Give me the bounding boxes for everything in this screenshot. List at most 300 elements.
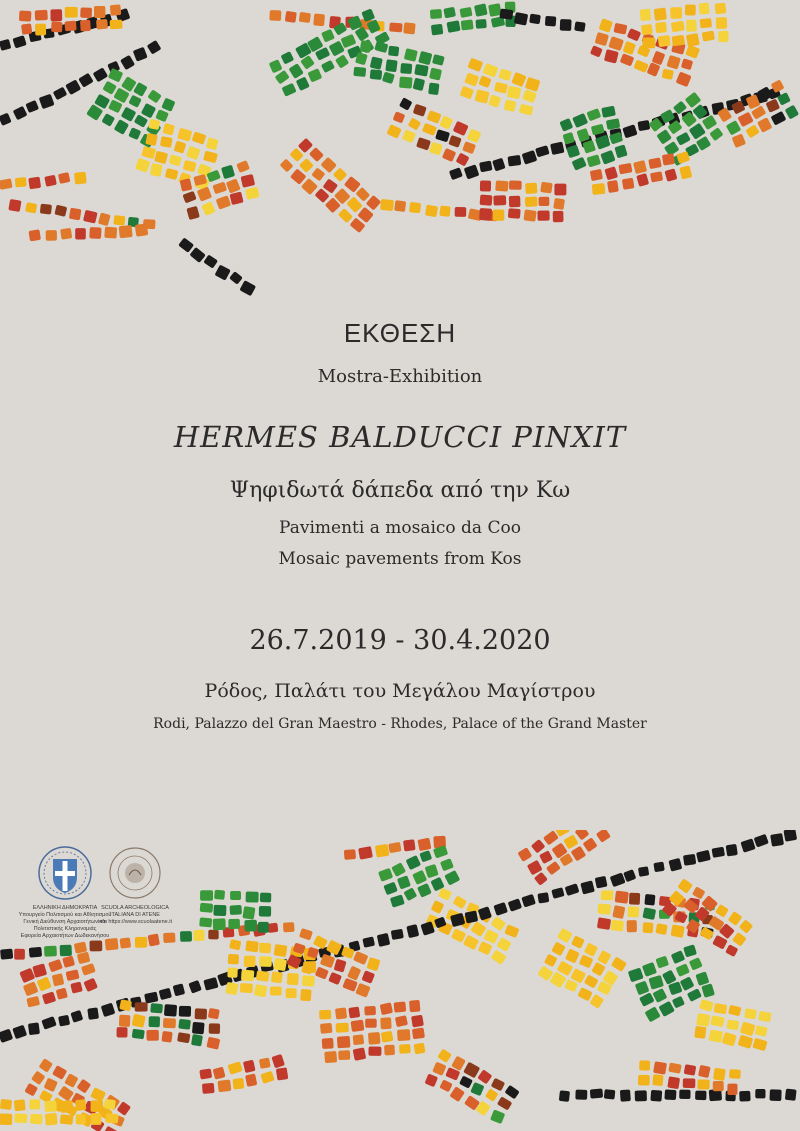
mosaic-tessera	[390, 894, 405, 907]
mosaic-tessera	[417, 838, 431, 852]
mosaic-tessera	[200, 903, 214, 913]
mosaic-tessera	[470, 1082, 484, 1096]
mosaic-tessera	[638, 1075, 650, 1086]
mosaic-tessera	[177, 128, 192, 142]
mosaic-tessera	[565, 948, 580, 963]
mosaic-tessera	[199, 1068, 212, 1079]
mosaic-tessera	[490, 1109, 505, 1124]
mosaic-tessera	[618, 163, 632, 175]
mosaic-tessera	[508, 898, 523, 911]
mosaic-tessera	[453, 121, 469, 136]
mosaic-tessera	[508, 208, 521, 219]
mosaic-tessera	[54, 205, 67, 217]
mosaic-tessera	[19, 968, 35, 983]
mosaic-tessera	[580, 880, 595, 894]
mosaic-tessera	[529, 14, 541, 25]
mosaic-tessera	[592, 183, 606, 195]
mosaic-tessera	[431, 24, 444, 36]
mosaic-tessera	[612, 905, 625, 919]
mosaic-tessera	[300, 989, 311, 1001]
venue-italian-english: Rodi, Palazzo del Gran Maestro - Rhodes, Palace of the Grand Master	[153, 716, 647, 732]
mosaic-tessera	[412, 1028, 425, 1040]
italian-school-line3: info https://www.scuolaatene.it	[98, 919, 172, 925]
mosaic-tessera	[627, 906, 639, 917]
mosaic-tessera	[451, 928, 466, 943]
mosaic-tessera	[686, 33, 700, 47]
mosaic-tessera	[755, 1089, 765, 1098]
mosaic-tessera	[641, 24, 653, 35]
mosaic-tessera	[380, 199, 394, 211]
mosaic-tessera	[389, 22, 403, 32]
mosaic-tessera	[319, 1010, 331, 1020]
mosaic-tessera	[553, 198, 565, 210]
mosaic-tessera	[236, 160, 250, 173]
mosaic-tessera	[633, 160, 647, 174]
mosaic-tessera	[597, 950, 611, 965]
mosaic-tessera	[275, 70, 290, 84]
mosaic-tessera	[579, 954, 594, 968]
mosaic-tessera	[120, 55, 135, 70]
mosaic-tessera	[75, 1099, 86, 1111]
mosaic-tessera	[726, 120, 741, 135]
mosaic-tessera	[299, 12, 311, 23]
mosaic-tessera	[178, 1019, 191, 1030]
mosaic-tessera	[475, 19, 486, 29]
mosaic-tessera	[52, 973, 65, 986]
mosaic-tessera	[146, 1030, 158, 1041]
mosaic-tessera	[178, 237, 194, 252]
mosaic-tessera	[413, 78, 426, 91]
mosaic-tessera	[406, 855, 422, 870]
mosaic-tessera	[81, 963, 96, 976]
mosaic-tessera	[243, 1060, 256, 1073]
mosaic-tessera	[104, 227, 117, 239]
mosaic-tessera	[62, 955, 75, 968]
mosaic-tessera	[202, 1083, 215, 1094]
mosaic-tessera	[683, 944, 697, 957]
mosaic-tessera	[334, 959, 347, 973]
mosaic-tessera	[785, 1089, 797, 1101]
mosaic-tessera	[135, 158, 150, 173]
mosaic-tessera	[0, 39, 11, 51]
mosaic-tessera	[77, 1079, 92, 1094]
mosaic-tessera	[509, 196, 521, 208]
mosaic-tessera	[495, 180, 508, 191]
mosaic-tessera	[377, 933, 391, 947]
mosaic-tessera	[439, 115, 453, 129]
mosaic-tessera	[269, 59, 283, 73]
mosaic-tessera	[658, 1001, 674, 1017]
mosaic-tessera	[695, 1091, 706, 1101]
mosaic-tessera	[132, 1014, 146, 1028]
mosaic-tessera	[351, 1020, 365, 1032]
mosaic-tessera	[606, 118, 620, 130]
mosaic-tessera	[0, 1029, 13, 1043]
mosaic-tessera	[679, 165, 692, 179]
mosaic-tessera	[21, 23, 32, 34]
mosaic-tessera	[60, 228, 72, 240]
mosaic-tessera	[729, 1069, 741, 1079]
mosaic-tessera	[461, 19, 474, 30]
mosaic-tessera	[337, 1036, 351, 1048]
mosaic-tessera	[195, 1008, 207, 1019]
mosaic-top-decoration	[0, 0, 800, 300]
mosaic-tessera	[50, 9, 62, 21]
mosaic-tessera	[270, 986, 282, 995]
mosaic-tessera	[648, 975, 664, 990]
mosaic-tessera	[161, 98, 175, 112]
mosaic-tessera	[214, 890, 225, 900]
mosaic-tessera	[413, 104, 427, 117]
mosaic-tessera	[686, 19, 697, 31]
mosaic-tessera	[525, 77, 541, 92]
mosaic-tessera	[783, 830, 797, 842]
mosaic-tessera	[70, 982, 83, 994]
mosaic-tessera	[658, 35, 671, 47]
mosaic-tessera	[362, 936, 375, 947]
mosaic-tessera	[323, 178, 339, 193]
kicker-translation: Mostra-Exhibition	[317, 366, 483, 387]
mosaic-tessera	[635, 981, 650, 996]
mosaic-tessera	[699, 999, 714, 1012]
mosaic-tessera	[604, 166, 618, 180]
mosaic-tessera	[739, 919, 753, 933]
mosaic-tessera	[191, 1034, 203, 1047]
mosaic-tessera	[399, 76, 413, 88]
mosaic-tessera	[298, 138, 313, 153]
mosaic-tessera	[459, 7, 472, 18]
mosaic-tessera	[365, 1019, 377, 1028]
mosaic-tessera	[25, 202, 37, 213]
mosaic-tessera	[183, 160, 197, 172]
mosaic-tessera	[206, 1037, 220, 1050]
mosaic-tessera	[44, 1101, 56, 1112]
mosaic-tessera	[64, 1073, 78, 1088]
mosaic-tessera	[475, 89, 490, 103]
mosaic-tessera	[459, 1075, 473, 1088]
mosaic-tessera	[375, 844, 390, 858]
mosaic-tessera	[0, 178, 13, 189]
mosaic-tessera	[380, 1017, 391, 1029]
mosaic-tessera	[132, 1029, 145, 1040]
mosaic-tessera	[428, 83, 439, 96]
mosaic-tessera	[511, 72, 526, 87]
mosaic-tessera	[694, 1026, 706, 1039]
mosaic-tessera	[90, 1100, 103, 1112]
mosaic-tessera	[51, 22, 62, 33]
mosaic-tessera	[629, 893, 640, 905]
mosaic-tessera	[521, 894, 536, 908]
venue-greek: Ρόδος, Παλάτι του Μεγάλου Μαγίστρου	[204, 680, 596, 702]
mosaic-tessera	[677, 878, 693, 893]
mosaic-tessera	[307, 68, 322, 82]
mosaic-tessera	[60, 1100, 74, 1113]
mosaic-tessera	[408, 117, 421, 130]
mosaic-tessera	[702, 31, 715, 42]
mosaic-tessera	[752, 1038, 767, 1051]
mosaic-tessera	[244, 920, 257, 932]
mosaic-tessera	[169, 154, 182, 166]
mosaic-tessera	[539, 197, 550, 206]
mosaic-tessera	[586, 108, 601, 121]
mosaic-tessera	[159, 988, 172, 1000]
mosaic-tessera	[0, 1099, 12, 1110]
mosaic-tessera	[397, 875, 411, 889]
mosaic-tessera	[321, 29, 335, 43]
mosaic-tessera	[409, 1000, 420, 1012]
mosaic-tessera	[245, 1073, 257, 1086]
mosaic-tessera	[429, 142, 443, 156]
mosaic-tessera	[537, 966, 553, 982]
mosaic-tessera	[575, 1090, 587, 1100]
mosaic-tessera	[615, 891, 629, 904]
mosaic-tessera	[206, 137, 219, 150]
mosaic-tessera	[276, 1067, 289, 1080]
mosaic-tessera	[553, 211, 564, 222]
mosaic-tessera	[696, 136, 711, 151]
mosaic-tessera	[525, 197, 538, 207]
mosaic-tessera	[769, 1089, 781, 1101]
mosaic-tessera	[267, 923, 278, 933]
italian-school-logo	[95, 845, 175, 926]
mosaic-tessera	[633, 59, 648, 72]
mosaic-tessera	[492, 158, 505, 172]
mosaic-tessera	[186, 146, 201, 160]
mosaic-tessera	[320, 1023, 333, 1034]
mosaic-tessera	[182, 191, 196, 204]
mosaic-tessera	[91, 1113, 102, 1125]
mosaic-tessera	[699, 926, 714, 940]
mosaic-tessera	[479, 161, 493, 173]
mosaic-tessera	[590, 1088, 603, 1098]
mosaic-tessera	[622, 178, 635, 190]
mosaic-tessera	[546, 861, 561, 875]
mosaic-tessera	[543, 830, 559, 845]
mosaic-tessera	[639, 1060, 650, 1070]
mosaic-tessera	[30, 1114, 43, 1125]
mosaic-tessera	[40, 204, 52, 215]
mosaic-tessera	[25, 100, 39, 113]
mosaic-tessera	[470, 921, 486, 937]
mosaic-tessera	[507, 155, 521, 167]
mosaic-tessera	[640, 9, 652, 21]
mosaic-tessera	[620, 1089, 631, 1101]
mosaic-tessera	[256, 970, 270, 982]
mosaic-tessera	[463, 1062, 480, 1079]
mosaic-tessera	[245, 187, 260, 200]
mosaic-tessera	[41, 1016, 56, 1030]
mosaic-tessera	[241, 174, 256, 188]
mosaic-tessera	[148, 933, 160, 946]
mosaic-tessera	[696, 1013, 710, 1027]
mosaic-tessera	[135, 223, 149, 236]
mosaic-tessera	[239, 280, 256, 296]
mosaic-tessera	[357, 207, 374, 223]
mosaic-tessera	[611, 957, 627, 972]
mosaic-tessera	[208, 1008, 220, 1020]
mosaic-tessera	[715, 904, 729, 918]
mosaic-tessera	[648, 157, 662, 169]
mosaic-tessera	[635, 1090, 647, 1101]
mosaic-tessera	[525, 183, 537, 194]
mosaic-tessera	[535, 145, 550, 157]
mosaic-tessera	[620, 53, 635, 66]
mosaic-tessera	[347, 966, 361, 981]
mosaic-tessera	[710, 1015, 725, 1027]
mosaic-tessera	[60, 1114, 74, 1125]
mosaic-tessera	[14, 1113, 27, 1123]
mosaic-tessera	[370, 69, 383, 80]
mosaic-tessera	[403, 887, 417, 901]
mosaic-tessera	[770, 833, 784, 847]
mosaic-tessera	[364, 1006, 376, 1016]
mosaic-tessera	[698, 1065, 711, 1078]
mosaic-tessera	[507, 86, 521, 99]
mosaic-tessera	[338, 208, 353, 223]
mosaic-tessera	[382, 72, 395, 85]
mosaic-tessera	[683, 854, 696, 866]
mosaic-tessera	[14, 949, 25, 960]
mosaic-tessera	[571, 935, 585, 948]
mosaic-tessera	[89, 227, 101, 239]
mosaic-tessera	[689, 957, 703, 970]
mosaic-tessera	[488, 3, 502, 17]
mosaic-tessera	[335, 1023, 348, 1033]
mosaic-tessera	[522, 89, 537, 103]
mosaic-tessera	[550, 142, 564, 155]
mosaic-tessera	[301, 178, 318, 195]
mosaic-tessera	[44, 1078, 58, 1092]
mosaic-tessera	[12, 1025, 27, 1040]
mosaic-tessera	[414, 64, 428, 77]
mosaic-tessera	[575, 830, 590, 840]
mosaic-tessera	[480, 194, 493, 205]
mosaic-tessera	[684, 1064, 697, 1075]
mosaic-tessera	[46, 230, 57, 241]
mosaic-tessera	[228, 954, 239, 965]
mosaic-tessera	[37, 977, 52, 992]
mosaic-tessera	[98, 212, 111, 226]
mosaic-tessera	[727, 1084, 737, 1096]
mosaic-tessera	[315, 966, 329, 979]
mosaic-tessera	[766, 99, 781, 113]
mosaic-tessera	[758, 1011, 771, 1022]
mosaic-tessera	[179, 1006, 191, 1017]
mosaic-tessera	[737, 112, 753, 127]
mosaic-tessera	[637, 120, 650, 131]
mosaic-tessera	[647, 62, 661, 77]
mosaic-tessera	[545, 16, 556, 27]
mosaic-tessera	[738, 1035, 754, 1049]
greek-republic-line1: ΕΛΛΗΝΙΚΗ ΔΗΜΟΚΡΑΤΙΑ	[32, 905, 98, 911]
mosaic-tessera	[150, 1003, 163, 1013]
mosaic-tessera	[726, 844, 738, 857]
greek-republic-line3: Γενική Διεύθυνση Αρχαιοτήτων και Πολιτιστικής Κληρονομιάς	[23, 919, 107, 932]
mosaic-tessera	[302, 975, 315, 986]
mosaic-tessera	[135, 937, 147, 948]
mosaic-tessera	[456, 153, 470, 167]
mosaic-tessera	[427, 110, 442, 124]
mosaic-tessera	[28, 1022, 40, 1035]
mosaic-tessera	[478, 941, 493, 955]
mosaic-tessera	[728, 1005, 741, 1017]
mosaic-tessera	[614, 144, 627, 158]
mosaic-tessera	[402, 129, 416, 143]
mosaic-tessera	[453, 895, 468, 909]
mosaic-tessera	[496, 937, 511, 952]
mosaic-tessera	[383, 882, 397, 896]
mosaic-tessera	[595, 876, 608, 889]
mosaic-tessera	[44, 946, 57, 957]
mosaic-tessera	[12, 35, 26, 48]
mosaic-tessera	[652, 988, 667, 1003]
mosaic-tessera	[696, 850, 711, 863]
mosaic-tessera	[479, 208, 492, 221]
mosaic-tessera	[340, 34, 356, 48]
mosaic-tessera	[322, 1038, 334, 1049]
mosaic-tessera	[259, 1058, 271, 1069]
mosaic-tessera	[217, 1080, 231, 1093]
mosaic-tessera	[260, 1071, 274, 1084]
mosaic-tessera	[80, 7, 92, 18]
mosaic-tessera	[785, 105, 800, 120]
mosaic-tessera	[570, 968, 586, 983]
mosaic-tessera	[425, 1073, 439, 1087]
mosaic-tessera	[483, 63, 499, 78]
mosaic-tessera	[8, 199, 21, 212]
mosaic-tessera	[299, 158, 314, 173]
mosaic-tessera	[708, 1029, 723, 1042]
mosaic-tessera	[384, 1045, 395, 1056]
mosaic-tessera	[601, 106, 616, 118]
mosaic-tessera	[13, 106, 28, 120]
mosaic-tessera	[504, 924, 519, 938]
mosaic-tessera	[180, 178, 193, 192]
mosaic-tessera	[83, 978, 98, 992]
mosaic-tessera	[709, 127, 723, 141]
mosaic-tessera	[403, 22, 415, 34]
mosaic-tessera	[400, 63, 412, 74]
mosaic-tessera	[574, 21, 586, 32]
mosaic-tessera	[225, 982, 238, 995]
mosaic-tessera	[221, 165, 235, 179]
mosaic-tessera	[451, 1056, 466, 1071]
mosaic-tessera	[601, 890, 613, 900]
mosaic-tessera	[644, 894, 655, 906]
mosaic-tessera	[627, 28, 641, 41]
mosaic-tessera	[754, 834, 769, 848]
mosaic-tessera	[463, 935, 479, 951]
mosaic-tessera	[514, 12, 528, 26]
mosaic-tessera	[551, 941, 566, 956]
mosaic-tessera	[740, 838, 755, 852]
mosaic-tessera	[186, 206, 200, 220]
mosaic-tessera	[228, 1061, 243, 1075]
mosaic-tessera	[595, 32, 609, 46]
mosaic-tessera	[117, 1101, 131, 1116]
mosaic-tessera	[203, 254, 218, 268]
mosaic-tessera	[403, 839, 416, 851]
mosaic-tessera	[213, 905, 226, 916]
mosaic-tessera	[328, 972, 342, 985]
mosaic-tessera	[246, 891, 259, 902]
mosaic-tessera	[83, 210, 98, 224]
greek-republic-line4: Εφορεία Αρχαιοτήτων Δωδεκανήσου	[20, 933, 110, 939]
mosaic-tessera	[599, 18, 613, 33]
mosaic-tessera	[147, 40, 162, 55]
mosaic-tessera	[374, 41, 388, 53]
mosaic-tessera	[537, 892, 549, 903]
